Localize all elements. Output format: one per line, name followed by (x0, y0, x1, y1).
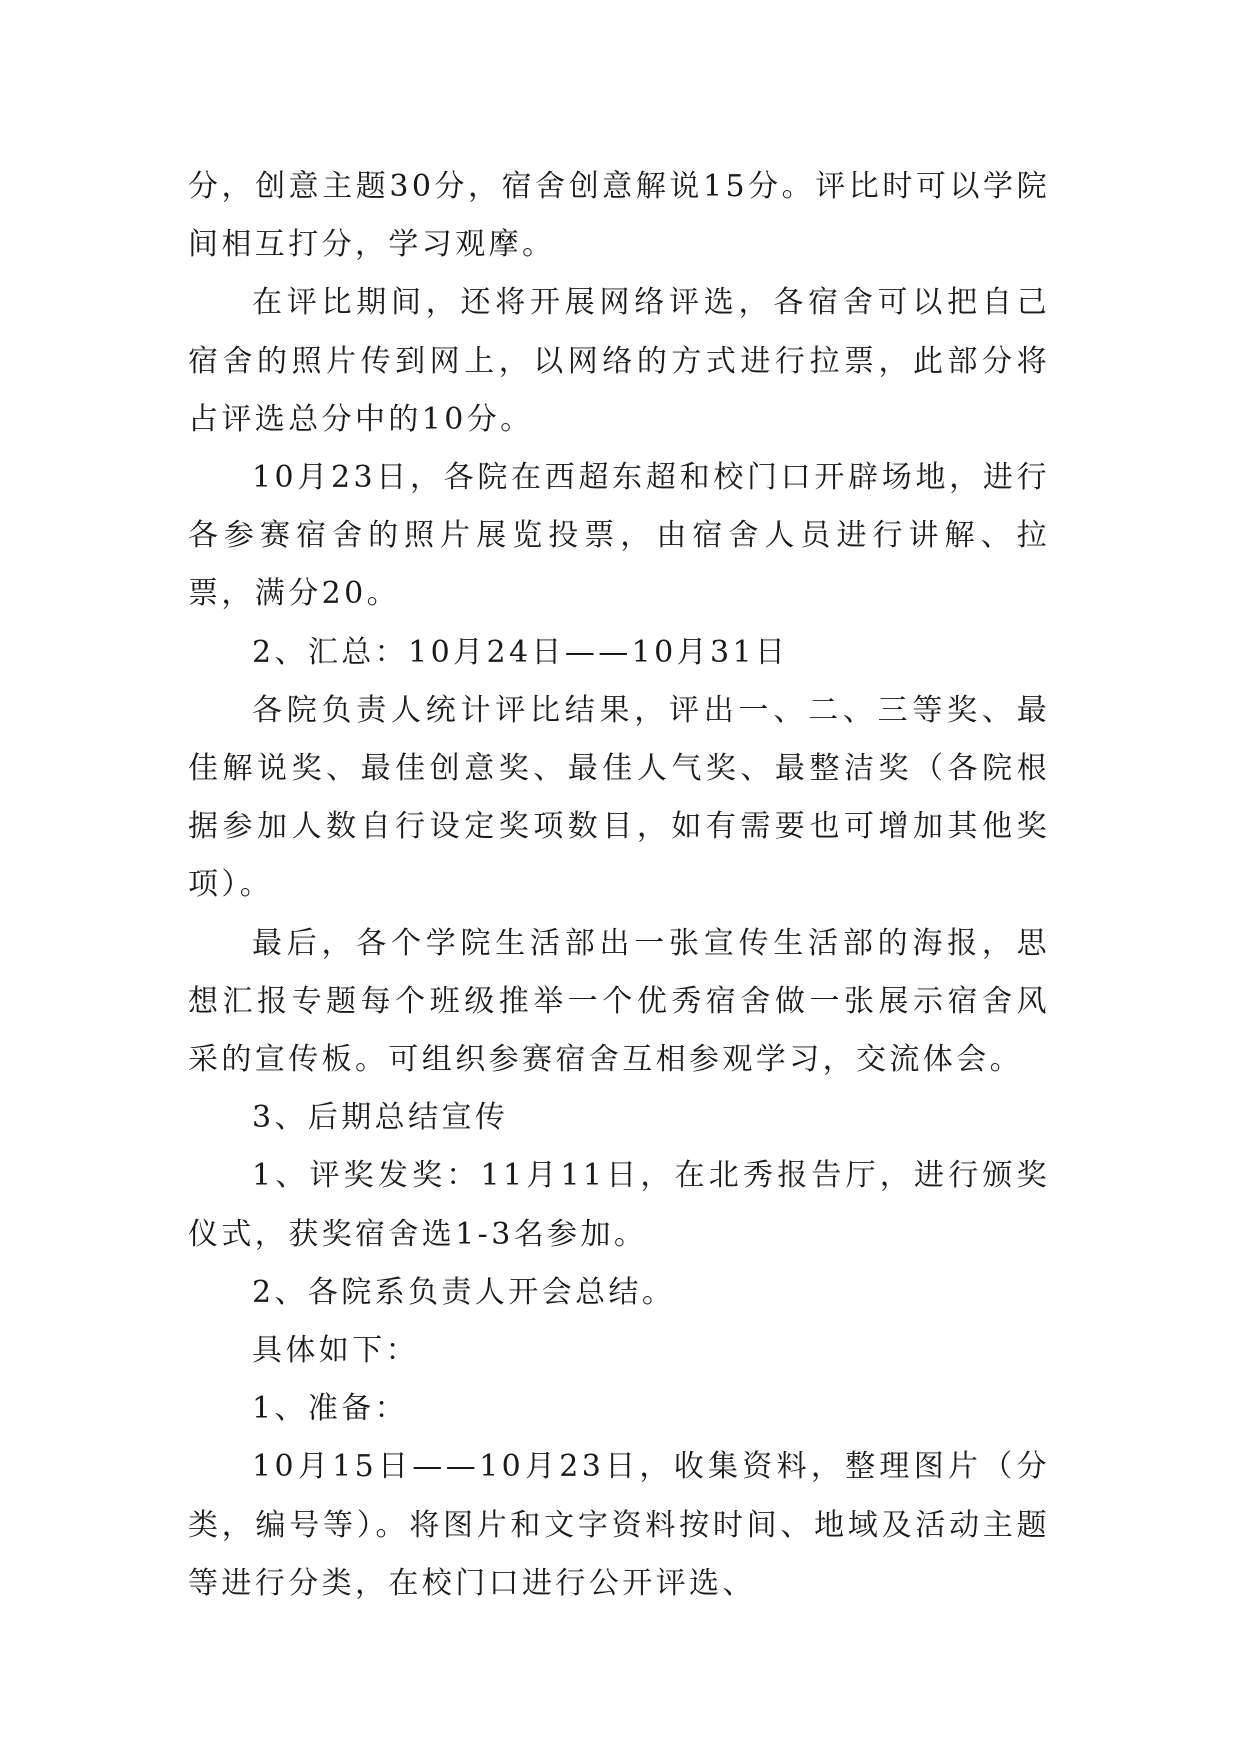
heading-summary: 2、汇总：10月24日——10月31日 (252, 634, 789, 670)
document-body (188, 158, 1050, 1613)
paragraph-posters: 最后，各个学院生活部出一张宣传生活部的海报，思想汇报专题每个班级推举一个优秀宿舍做一张展示宿舍风采的宣传板。可组织参赛宿舍互相参观学习，交流体会。 (188, 925, 1050, 1078)
paragraph-awards: 各院负责人统计评比结果，评出一、二、三等奖、最佳解说奖、最佳创意奖、最佳人气奖、最整洁奖（各院根据参加人数自行设定奖项数目，如有需要也可增加其他奖项）。 (188, 692, 1050, 903)
paragraph-photo-exhibition: 10月23日，各院在西超东超和校门口开辟场地，进行各参赛宿舍的照片展览投票，由宿舍人员进行讲解、拉票，满分20。 (188, 460, 1050, 612)
heading-details: 具体如下： (252, 1333, 419, 1369)
paragraph-meeting-summary: 2、各院系负责人开会总结。 (252, 1274, 676, 1310)
heading-preparation: 1、准备： (252, 1391, 409, 1427)
heading-later-summary: 3、后期总结宣传 (252, 1100, 509, 1136)
paragraph-scoring-continued: 分，创意主题30分，宿舍创意解说15分。评比时可以学院间相互打分，学习观摩。 (188, 169, 1050, 263)
paragraph-online-voting: 在评比期间，还将开展网络评选，各宿舍可以把自己宿舍的照片传到网上，以网络的方式进行拉票，此部分将占评选总分中的10分。 (188, 285, 1050, 437)
paragraph-award-ceremony: 1、评奖发奖：11月11日，在北秀报告厅，进行颁奖仪式，获奖宿舍选1-3名参加。 (188, 1158, 1050, 1252)
paragraph-preparation-details: 10月15日——10月23日，收集资料，整理图片（分类，编号等）。将图片和文字资料按时间、地域及活动主题等进行分类，在校门口进行公开评选、 (188, 1449, 1050, 1601)
